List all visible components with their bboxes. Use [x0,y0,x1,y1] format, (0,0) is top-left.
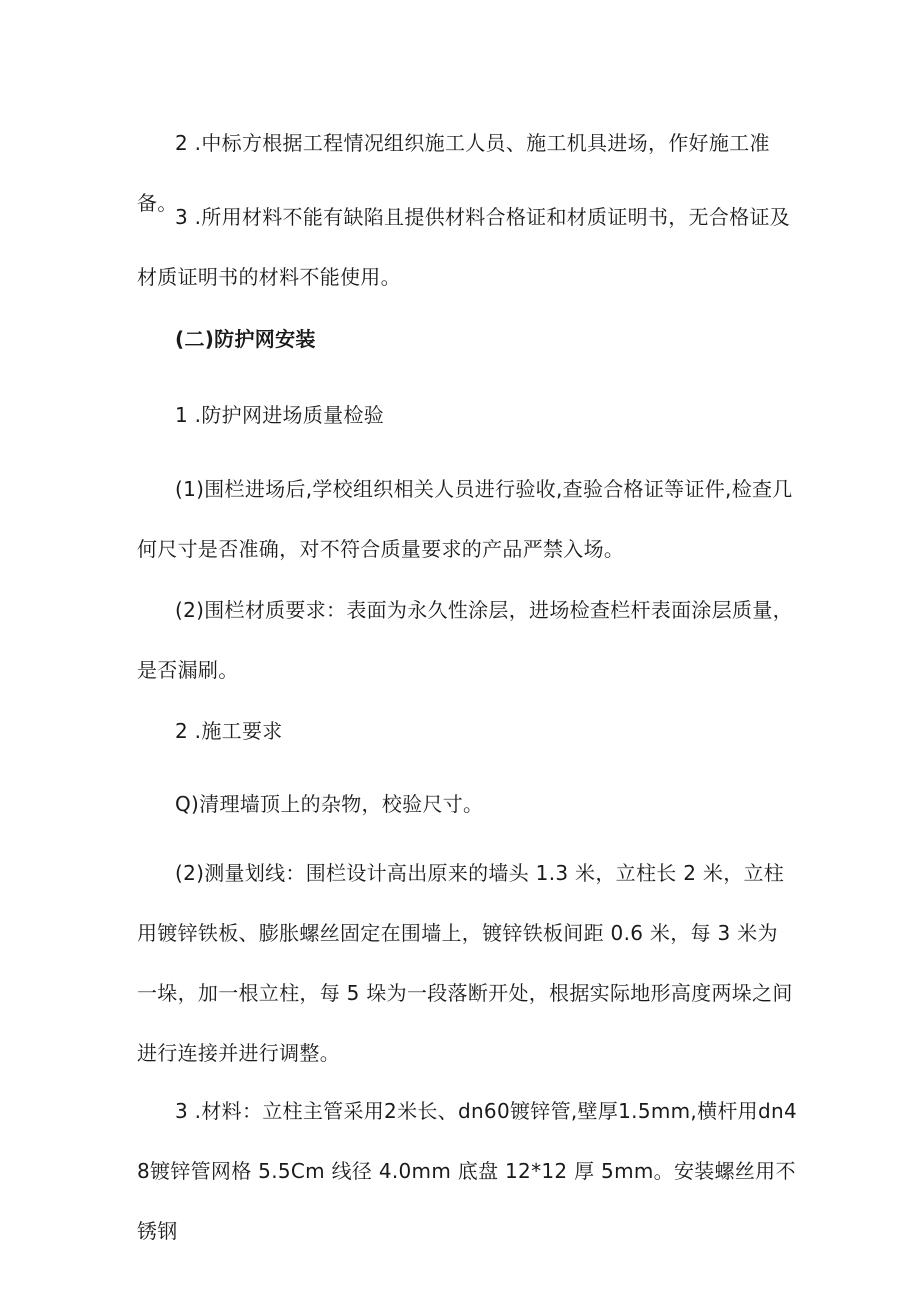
paragraph-requirement-1: Q)清理墙顶上的杂物，校验尺寸。 [175,792,484,816]
paragraph-inspection-1: (1)围栏进场后,学校组织相关人员进行验收,查验合格证等证件,检查几何尺寸是否准确，对不符合质量要求的产品严禁入场。 [137,477,793,561]
section-heading-fence-install: (二)防护网安装 [175,327,316,351]
paragraph-prep-2: 2 .中标方根据工程情况组织施工人员、施工机具进场，作好施工准备。 [137,131,770,215]
paragraph-requirement-2: (2)测量划线：围栏设计高出原来的墙头 1.3 米，立柱长 2 米，立柱用镀锌铁板、膨胀螺丝固定在围墙上，镀锌铁板间距 0.6 米，每 3 米为一垛，加一根立柱，每 5 垛为一段落断开处，根据实际地形高度两垛之间进行连接并进行调整。 [137,861,793,1065]
subheading-quality-inspection: 1 .防护网进场质量检验 [175,403,385,427]
paragraph-prep-3: 3 .所用材料不能有缺陷且提供材料合格证和材质证明书，无合格证及材质证明书的材料不能使用。 [137,205,791,289]
paragraph-inspection-2: (2)围栏材质要求：表面为永久性涂层，进场检查栏杆表面涂层质量，是否漏刷。 [137,598,793,682]
subheading-construction-requirements: 2 .施工要求 [175,719,283,743]
paragraph-materials: 3 .材料：立柱主管采用2米长、dn60镀锌管,壁厚1.5mm,横杆用dn48镀锌管网格 5.5Cm 线径 4.0mm 底盘 12*12 厚 5mm。安装螺丝用不锈钢 [137,1099,797,1243]
